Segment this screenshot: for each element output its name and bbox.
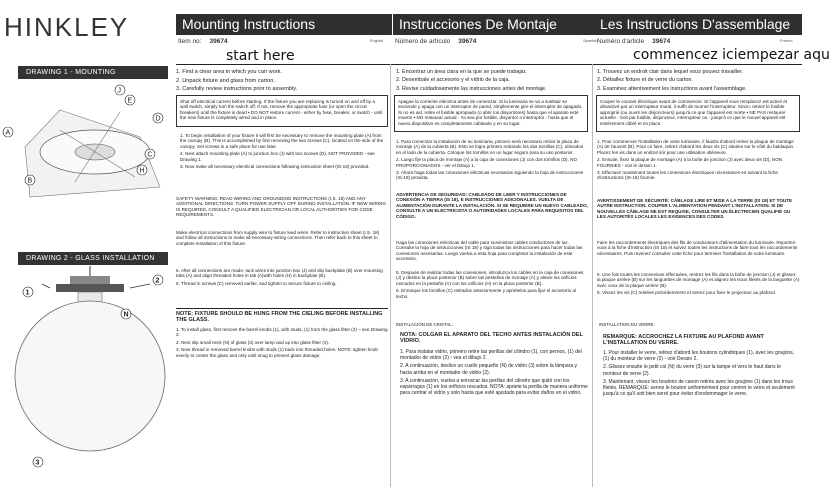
fr-mount-step: 1. Pour commencer l'installation de votre luminaire, il faudra d'abord retirer la plaque de montage (A) de l'auvent (B). Pour ce faire, retirez d'abord les deux vis (C) situées sur le côté du baldaquin. Placez les vis dans un endroit sûr pour une utilisation ultérieure. bbox=[597, 139, 795, 155]
en-final-step: 6. Thread in screws (C) removed earlier, and tighten to secure fixture to ceiling. bbox=[176, 280, 337, 286]
fr-lang: French bbox=[780, 38, 793, 43]
es-title: Instrucciones De Montaje bbox=[393, 14, 608, 35]
es-glass-step: 1. Para instalar vidrio, primero retire las perillas del cilindro (1), con pernos, (1) del montador de vidrio (2) - vea el dibujo 2. bbox=[400, 349, 582, 362]
fr-step: 3. Examinez attentivement les instructions avant l'assemblage. bbox=[597, 85, 747, 92]
en-mount-step: 2. Next attach mounting plate (A) to junction box (J) with two screws (D), NOT PROVIDED - see Drawing 1. bbox=[180, 151, 375, 162]
fr-final-steps bbox=[597, 272, 800, 298]
fr-final-step: 6. Vissez les vis (C) retirées précédemment et serrez pour fixer le projecteur au plafond. bbox=[597, 290, 776, 296]
label-b: B bbox=[27, 177, 33, 185]
label-d: D bbox=[155, 115, 161, 123]
fr-overlay-text: commencez iciempezar aqu bbox=[633, 47, 830, 63]
en-glass-step: 2. Next slip small neck (N) of glass (3) over lamp and up into glass fitter (2). bbox=[176, 339, 330, 345]
es-final-step: 5. Después de realizar todas las conexiones, introduzca los cables en la caja de conexiones (J) y deslice la placa posterior (B) sobre las pestañas de montaje (A) y alinee los orificios roscados en la pestaña (A) con los orificios (H) en la placa posterior (B). bbox=[396, 270, 584, 286]
es-mount-step: 3. Ahora haga todas las conexiones eléctricas necesarias siguiendo la hoja de instrucciones (IS-18) provista. bbox=[396, 170, 584, 181]
fr-mount-step: 3. Effectuez maintenant toutes les connexions électriques nécessaires en suivant la fiche d'instructions (IS-18) fournie. bbox=[597, 170, 778, 181]
drawing-2-glass bbox=[0, 266, 176, 484]
fr-glass-step: 2. Glissez ensuite le petit col (N) du verre (3) sur la lampe et vers le haut dans le monteur de verre (2). bbox=[603, 364, 781, 377]
en-lang: English bbox=[370, 38, 384, 43]
fr-glass-step: 3. Maintenant, vissez les boutons de canon retirés avec les goujons (1) dans les trous filetés. REMARQUE: serrez le bouton uniformément pour centrer le verre et seulement jusqu'à ce qu'il soit bien serré pour éviter d'endommager le verre. bbox=[603, 378, 795, 398]
en-final-step: 5. After all connections are made, tuck wires into junction box (J) and slip backplate (B) over mounting tabs (A) and align threaded holes in tab (A)with holes (H) in backplate (B). bbox=[176, 268, 383, 279]
en-electrical: Make electrical connections from supply wire to fixture lead wires. Refer to instruction sheet (I.S. 18) and follow all instructions to make all necessary wiring connections. Then refer back to this sheet to complete installation of this fixture. bbox=[176, 230, 380, 246]
label-n: N bbox=[123, 311, 129, 319]
label-1: 1 bbox=[25, 289, 30, 297]
header-rule bbox=[176, 64, 802, 65]
es-glass-step: 2. A continuación, deslice un cuello pequeño (N) de vidrio (3) sobre la lámpara y hacia arriba en el montador de vidrio (2). bbox=[400, 363, 578, 376]
es-mount-step: 1. Para comenzar la instalación de su luminaria, primero será necesario retirar la placa de montaje (A) de la cubierta (B). Esto se logra primero retirando los dos tornillos (C), ubicados en el lado de la cubierta. Coloque los tornillos en un lugar seguro para su uso posterior. bbox=[396, 139, 584, 155]
en-step: 1. Find a clear area in which you can work. bbox=[176, 69, 283, 75]
es-final-step: 6. Enrosque los tornillos (C) retirados anteriormente y apriételos para fijar el accesorio al techo. bbox=[396, 288, 577, 299]
es-mount-step: 2. Luego fije la placa de montaje (A) a la caja de conexiones (J) con dos tornillos (D), NO PROPORCIONADOS - ver el Dibujo 1. bbox=[396, 157, 578, 168]
es-step: 1. Encontrar un área clara en la que se puede trabajar. bbox=[396, 69, 527, 75]
fr-mount-step: 2. Ensuite, fixez la plaque de montage (A) à la boîte de jonction (J) avec deux vis (D), NON FOURNIES - voir le dessin 1. bbox=[597, 157, 783, 168]
en-glass-step: 1. To install glass, first remove the barrel knobs (1), with studs, (1) from the glass fitter (2) – see Drawing 2. bbox=[176, 327, 388, 338]
label-h: H bbox=[139, 167, 145, 175]
fr-warning-box: Couper le courant électrique avant de commencer. Si l'appareil vous remplacez est activé et désactivé par un interrupteur mural, il suffit de tourner l'interrupteur. Sinon, retirez le fusible approprié (ou ouvrir les disjoncteurs) jusqu'à ce que l'appareil est morte • NE PAS restaurer actuelle - Soit par fusible, disjoncteur, interrupteur ou - jusqu'à ce que le nouvel appareil est entièrement câblé et en place. bbox=[596, 95, 800, 132]
fr-step: 1. Trouvez un endroit clair dans lequel vous pouvez travailler. bbox=[597, 69, 743, 75]
glass-globe-sketch bbox=[15, 301, 165, 451]
en-mount-steps bbox=[180, 133, 385, 171]
drawing-1-mounting bbox=[0, 82, 176, 212]
en-glass-steps bbox=[176, 327, 388, 360]
en-title: Mounting Instructions bbox=[176, 14, 392, 35]
label-e: E bbox=[127, 97, 133, 105]
es-final-steps bbox=[396, 270, 588, 301]
es-step: 2. Desembale el accesorio y el vidrio de la caja. bbox=[396, 77, 510, 84]
glass-fitter-sketch bbox=[56, 284, 124, 292]
es-mount-steps bbox=[396, 139, 588, 183]
label-a: A bbox=[5, 129, 11, 137]
fr-step: 2. Déballez fixture et de verre du carton. bbox=[597, 77, 693, 84]
en-warning-box: Shut off electrical current before starting. If the fixture you are replacing is turned on and off by a wall switch, simply turn the switch off. If not, remove the appropriate fuse (or open the circuit breakers) until the fixture is dead • DO NOT restore current - either by fuse, breaker, or switch - until the new fixture is completely wired and in place. bbox=[176, 95, 388, 127]
fr-mount-steps bbox=[597, 139, 800, 183]
en-note: NOTE: FIXTURE SHOULD BE HUNG FROM THE CIELING BEFORE INSTALLING THE GLASS. bbox=[176, 311, 383, 323]
drawing-1-title: DRAWING 1 - MOUNTING bbox=[18, 66, 168, 79]
label-j: J bbox=[117, 87, 121, 95]
en-step: 3. Carefully review instructions prior to assembly. bbox=[176, 86, 298, 92]
label-2: 2 bbox=[155, 277, 160, 285]
es-lang: Spanish bbox=[583, 38, 598, 43]
en-mount-step: 1. To begin installation of your fixture it will first be necessary to remove the mounting plate (A) from the canopy (B). This is accomplished by first removing the two screws (C), located on the side of the canopy. Set screws in a safe place for use later. bbox=[180, 133, 384, 149]
es-glass-step: 3. A continuación, vuelva a enroscar las perillas del cilindro que quitó con los espárragos (1) en los orificios roscados. NOTA: apriete la perilla de manera uniforme para centrar el vidrio y solo hasta que esté ajustado para evitar daños en el vidrio. bbox=[400, 377, 588, 397]
es-step: 3. Revise cuidadosamente las instrucciones antes del montaje. bbox=[396, 85, 547, 92]
es-intro-steps bbox=[396, 69, 588, 94]
es-electrical: Haga las conexiones eléctricas del cable para suministrar cables conductores de luz. Consulte la hoja de instrucciones (IS 18) y siga todas las instrucciones para hacer todas las conexiones necesarias. Luego vuelva a esta hoja para completar la instalación de este accesorio. bbox=[396, 240, 583, 262]
label-c: C bbox=[147, 151, 153, 159]
fr-glass-steps bbox=[603, 350, 799, 399]
fr-safety-warning: AVERTISSEMENT DE SÉCURITÉ: CÂBLAGE LIRE ET MISE A LA TERRE (IS 18) ET TOUTE AUTRE INSTRUCTION. COUPER L'ALIMENTATION PENDANT L'INSTALLATION. SI DE NOUVELLES CÂBLAGE NE EST REQUISE, CONSULTER UN ÉLECTRICIEN QUALIFIÉ OU LES AUTORITÉS LOCALES LES EXIGENCES DES CODES. bbox=[597, 198, 793, 220]
en-item-number: Item no: 39674 bbox=[178, 38, 228, 45]
es-note: NOTA: COLGAR EL APARATO DEL TECHO ANTES INSTALACIÓN DEL VIDRIO. bbox=[400, 332, 583, 344]
fr-electrical: Faire les raccordements électriques des fils de conducteurs d'alimentation du luminaire. Reportez-vous à la fiche d'instruction (IS 18) et suivez toutes les instructions de faire tous les raccordements nécessaires. Puis revenez consulter cette fiche pour terminer l'installation de votre luminaire. bbox=[597, 240, 798, 256]
fr-item-number: Numéro d'article 39674 bbox=[597, 38, 671, 45]
es-warning-box: Apague la corriente eléctrica antes de comenzar. Si la luminaria se va a sustituir se enciende y apaga con un interruptor de pared, simplemente gire el interruptor de apagado. Si no es así, retire el fusible apropiado (o abrir los disyuntores) hasta que el aparato esté muerto • NO restaurar actual - Ya sea por fusible, disyuntor o interruptor - hasta que el nuevo dispositivo es completamente cableado y en su lugar. bbox=[394, 95, 588, 132]
en-mount-step: 3. Now make all necessary electrical connections following instruction sheet (IS-18) provided. bbox=[180, 164, 370, 170]
fr-glass-step: 1. Pour installer le verre, retirez d'abord les boutons cylindriques (1), avec les goujons, (1) du monteur de verre (2) - voir Dessin 2. bbox=[603, 350, 795, 363]
en-intro-steps bbox=[176, 69, 388, 95]
label-3: 3 bbox=[35, 459, 40, 467]
fr-intro-steps bbox=[597, 69, 800, 94]
fr-note: REMARQUE: ACCROCHEZ LA FIXTURE AU PLAFOND AVANT L'INSTALLATION DU VERRE. bbox=[603, 334, 764, 346]
es-glass-label: INSTALACIÓN DE CRISTAL: bbox=[396, 322, 453, 327]
fr-glass-label: INSTALLATION DU VERRE: bbox=[599, 322, 655, 327]
en-final-steps bbox=[176, 268, 388, 288]
en-safety-warning: SAFETY WARNING: READ WIRING AND GROUNDING INSTRUCTIONS (I.S. 18) AND ANY ADDITIONAL DIRECTIONS. TURN POWER SUPPLY OFF DURING INSTALLATION. IF NEW WIRING IS REQUIRED, CONSULT A QUALIFIED ELECTRICIAN OR LOCAL AUTHORITIES FOR CODE REQUIREMENTS. bbox=[176, 196, 386, 218]
es-glass-steps bbox=[400, 349, 588, 398]
en-step: 2. Unpack fixture and glass from carton. bbox=[176, 77, 275, 84]
fr-final-step: 5. Une fois toutes les connexions effectuées, rentrez les fils dans la boîte de jonction (J) et glissez la plaque arrière (B) sur les languettes de montage (A) et alignez les trous filetés de la languette (A) avec ceux de la plaque arrière (B). bbox=[597, 272, 800, 288]
en-overlay-text: start here bbox=[226, 48, 295, 64]
es-safety-warning: ADVERTENCIA DE SEGURIDAD: CABLEADO DE LEER Y INSTRUCCIONES DE CONEXIÓN A TIERRA (IS 18), E INSTRUCCIONES ADICIONALES. VUELTA DE ALIMENTACIÓN DURANTE LA INSTALACIÓN. SI SE REQUIERE UN NUEVO CABLEADO, CONSULTE A UN ELECTRICISTA O AUTORIDADES LOCALES PARA REQUISITOS DEL CÓDIGO. bbox=[396, 192, 588, 219]
en-glass-step: 3. Now thread in removed barrel knobs with studs (1) back into threaded holes. NOTE: tighten knob evenly to center the glass and only until snug to prevent glass damage. bbox=[176, 347, 378, 358]
brand-logo: HINKLEY bbox=[4, 12, 130, 42]
drawing-2-title: DRAWING 2 - GLASS INSTALLATION bbox=[18, 252, 168, 265]
es-item-number: Número de artículo 39674 bbox=[395, 38, 477, 45]
fr-title: Les Instructions D'assemblage bbox=[594, 14, 802, 35]
